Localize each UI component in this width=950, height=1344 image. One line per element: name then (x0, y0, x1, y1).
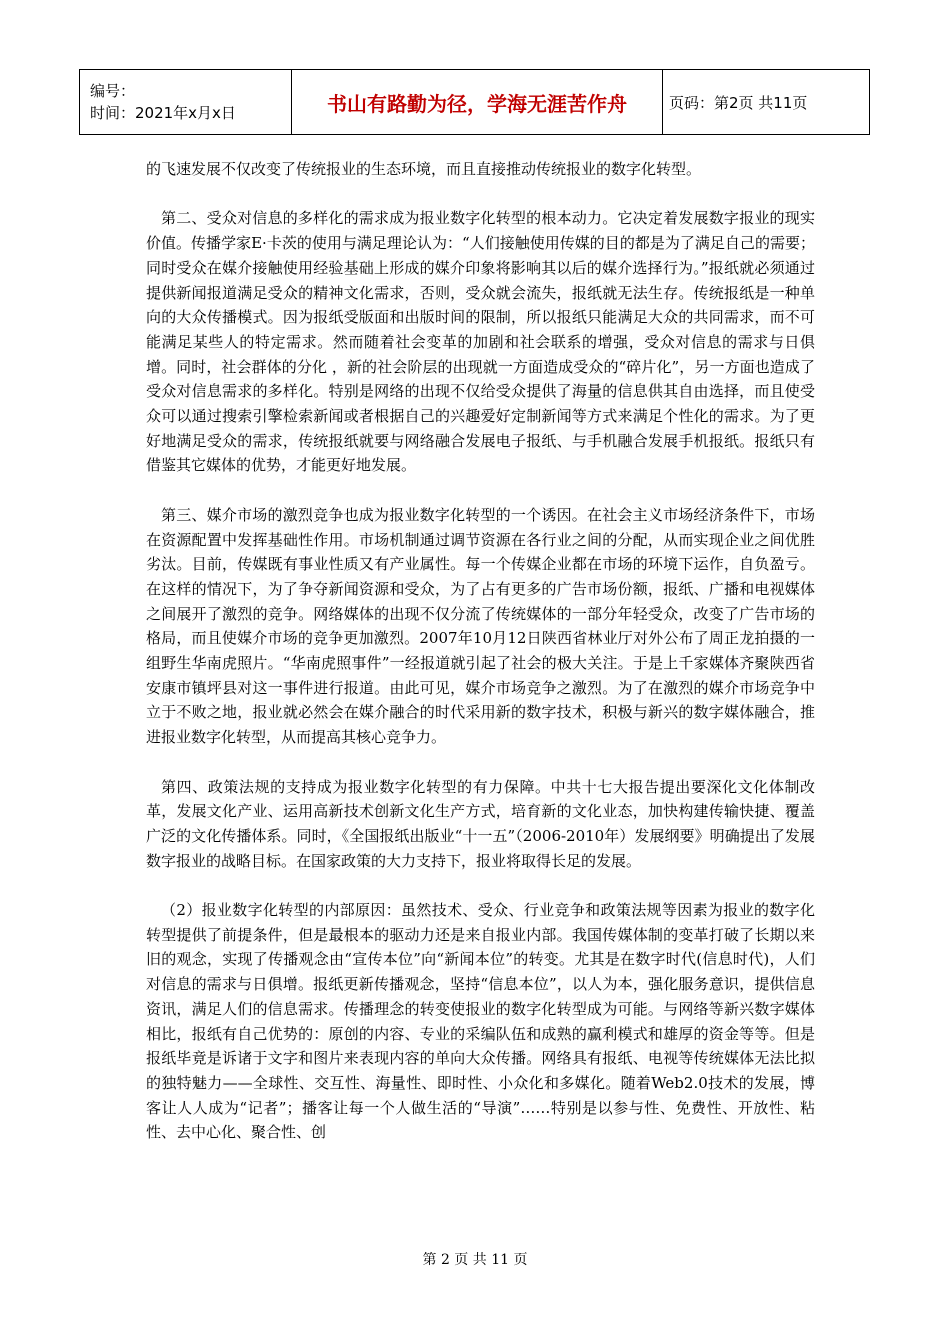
document-number-label: 编号： (90, 82, 136, 100)
page-footer: 第 2 页 共 11 页 (422, 1252, 528, 1268)
header-page-info: 页码：第2页 共11页 (663, 70, 870, 135)
document-date: 时间：2021年x月x日 (90, 104, 236, 122)
paragraph-continuation: 的飞速发展不仅改变了传统报业的生态环境，而且直接推动传统报业的数字化转型。 (146, 160, 702, 178)
paragraph-audience-demand: 第二、受众对信息的多样化的需求成为报业数字化转型的根本动力。它决定着发展数字报业的现实价值。传播学家E·卡茨的使用与满足理论认为：“人们接触使用传媒的目的都是为了满足自己的需要；同时受众在媒介接触使用经验基础上形成的媒介印象将影响其以后的媒介选择行为。”报纸就必须通过提供新闻报道满足受众的精神文化需求，否则，受众就会流失，报纸就无法生存。传统报纸是一种单向的大众传播模式。因为报纸受版面和出版时间的限制，所以报纸只能满足大众的共同需求，而不可能满足某些人的特定需求。然而随着社会变革的加剧和社会联系的增强，受众对信息的需求与日俱增。同时，社会群体的分化 ，新的社会阶层的出现就一方面造成受众的“碎片化”，另一方面也造成了受众对信息需求的多样化。特别是网络的出现不仅给受众提供了海量的信息供其自由选择，而且使受众可以通过搜索引擎检索新闻或者根据自己的兴趣爱好定制新闻等方式来满足个性化的需求。为了更好地满足受众的需求，传统报纸就要与网络融合发展电子报纸、与手机融合发展手机报纸。报纸只有借鉴其它媒体的优势，才能更好地发展。 (146, 209, 815, 475)
paragraph-market-competition: 第三、媒介市场的激烈竞争也成为报业数字化转型的一个诱因。在社会主义市场经济条件下，市场在资源配置中发挥基础性作用。市场机制通过调节资源在各行业之间的分配，从而实现企业之间优胜劣汰。目前，传媒既有事业性质又有产业属性。每一个传媒企业都在市场的环境下运作，自负盈亏。在这样的情况下，为了争夺新闻资源和受众，为了占有更多的广告市场份额，报纸、广播和电视媒体之间展开了激烈的竞争。网络媒体的出现不仅分流了传统媒体的一部分年轻受众，改变了广告市场的格局，而且使媒介市场的竞争更加激烈。2007年10月12日陕西省林业厅对外公布了周正龙拍摄的一组野生华南虎照片。“华南虎照事件”一经报道就引起了社会的极大关注。于是上千家媒体齐聚陕西省安康市镇坪县对这一事件进行报道。由此可见，媒介市场竞争之激烈。为了在激烈的媒介市场竞争中立于不败之地，报业就必然会在媒介融合的时代采用新的数字技术，积极与新兴的数字媒体融合，推进报业数字化转型，从而提高其核心竞争力。 (146, 505, 815, 747)
document-body (146, 157, 815, 1145)
paragraph-internal-causes: （2）报业数字化转型的内部原因：虽然技术、受众、行业竞争和政策法规等因素为报业的数字化转型提供了前提条件，但是最根本的驱动力还是来自报业内部。我国传媒体制的变革打破了长期以来旧的观念，实现了传播观念由“宣传本位”向“新闻本位”的转变。尤其是在数字时代(信息时代)，人们对信息的需求与日俱增。报纸更新传播观念，坚持“信息本位”，以人为本，强化服务意识，提供信息资讯，满足人们的信息需求。传播理念的转变使报业的数字化转型成为可能。与网络等新兴数字媒体相比，报纸有自己优势的：原创的内容、专业的采编队伍和成熟的赢利模式和雄厚的资金等等。但是报纸毕竟是诉诸于文字和图片来表现内容的单向大众传播。网络具有报纸、电视等传统媒体无法比拟的独特魅力——全球性、交互性、海量性、即时性、小众化和多媒化。随着Web2.0技术的发展，博客让人人成为“记者”；播客让每一个人做生活的“导演”……特别是以参与性、免费性、开放性、粘性、去中心化、聚合性、创 (146, 901, 815, 1142)
header-motto: 书山有路勤为径，学海无涯苦作舟 (292, 70, 663, 135)
header-meta (80, 70, 292, 135)
paragraph-policy-support: 第四、政策法规的支持成为报业数字化转型的有力保障。中共十七大报告提出要深化文化体制改革，发展文化产业、运用高新技术创新文化生产方式，培育新的文化业态，加快构建传输快捷、覆盖广泛的文化传播体系。同时，《全国报纸出版业“十一五”（2006-2010年）发展纲要》明确提出了发展数字报业的战略目标。在国家政策的大力支持下，报业将取得长足的发展。 (146, 777, 815, 870)
page-header (79, 69, 870, 135)
